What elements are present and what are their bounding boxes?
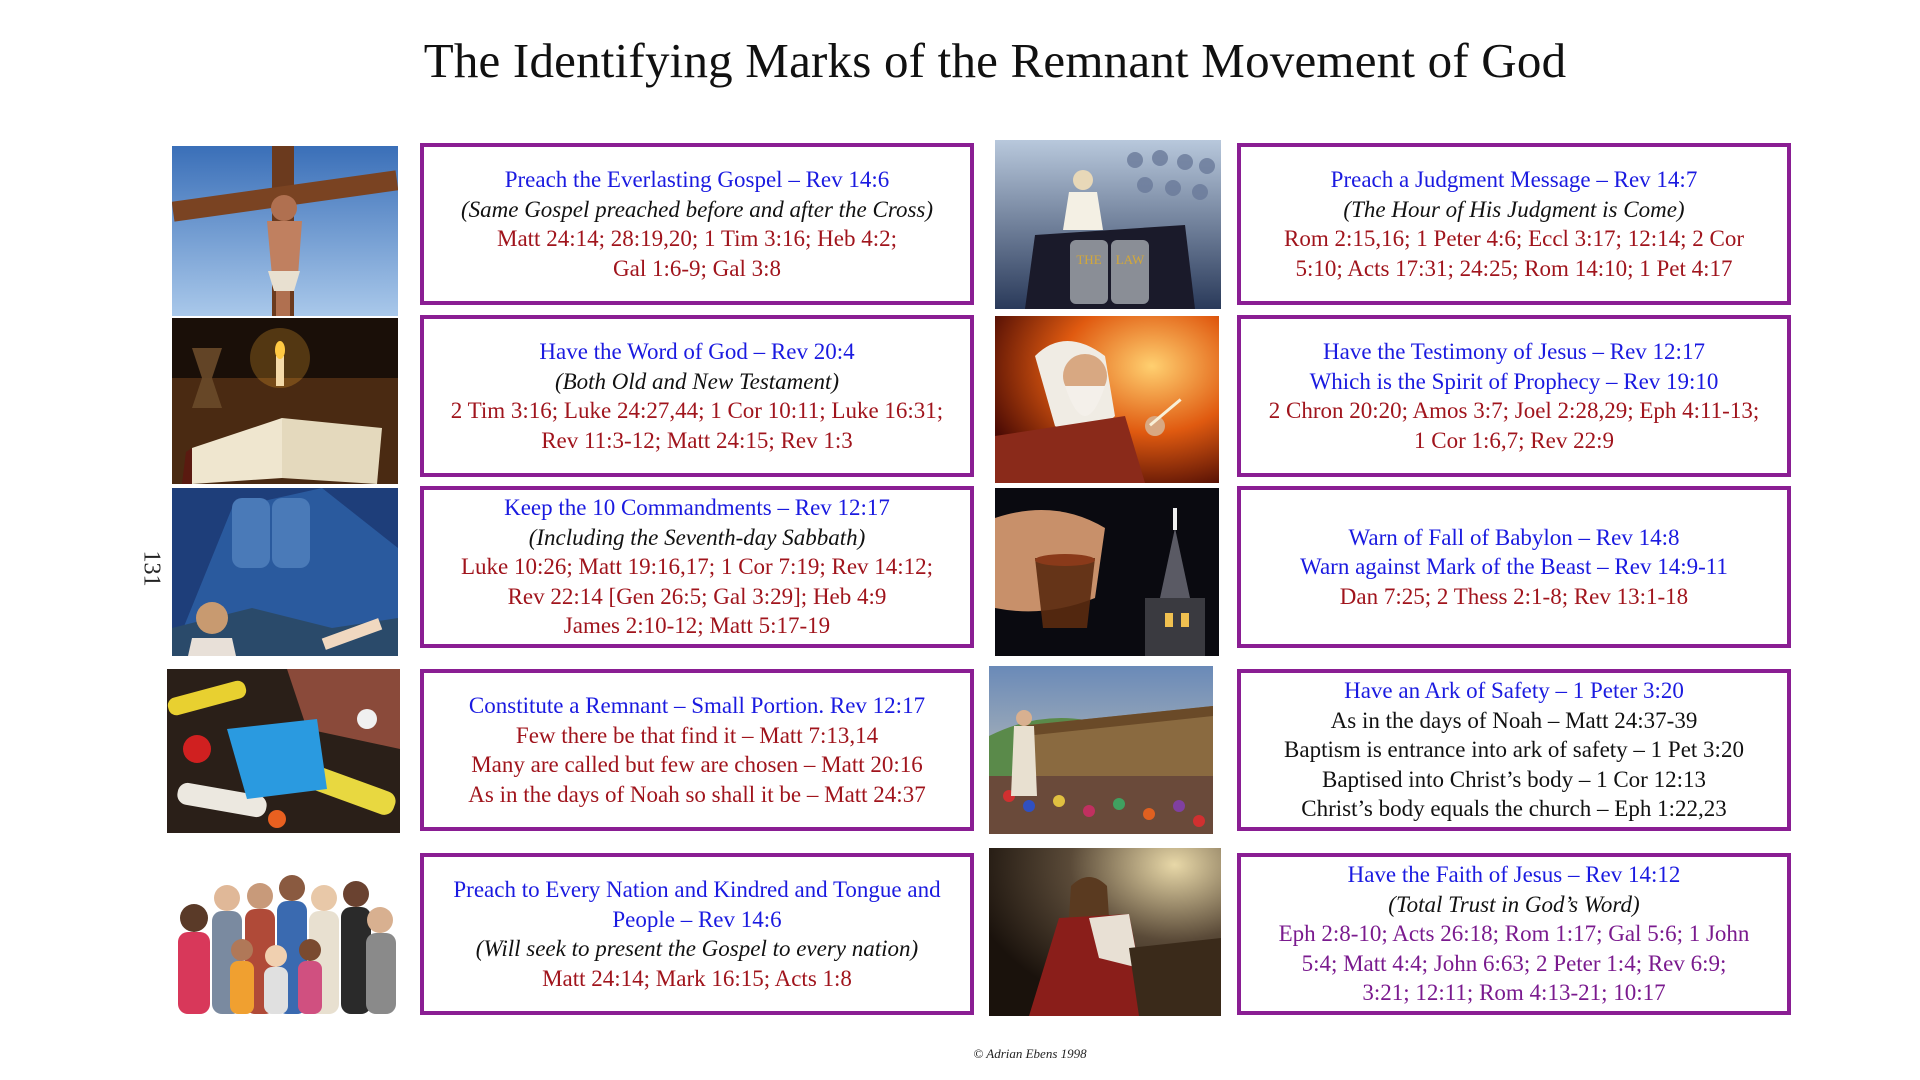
ark-line: Baptism is entrance into ark of safety – 1 Pet 3:20 — [1284, 737, 1744, 763]
faith-refs-line: Eph 2:8-10; Acts 26:18; Rom 1:17; Gal 5:6; 1 John — [1278, 921, 1750, 947]
word-heading: Have the Word of God – Rev 20:4 — [539, 339, 855, 364]
faith-box — [1237, 853, 1791, 1015]
remnant-line: Many are called but few are chosen – Matt 20:16 — [471, 752, 923, 777]
ark-heading: Have an Ark of Safety – 1 Peter 3:20 — [1344, 678, 1684, 704]
diverse-people-group-picture — [172, 858, 398, 1014]
commandments-subtitle: (Including the Seventh-day Sabbath) — [528, 524, 866, 550]
crucifixion-picture — [172, 146, 398, 316]
prophet-writing-picture — [995, 316, 1219, 483]
faith-refs-line: 5:4; Matt 4:4; John 6:63; 2 Peter 1:4; Rev 6:9; — [1301, 950, 1727, 976]
babylon-refs-line: Dan 7:25; 2 Thess 2:1-8; Rev 13:1-18 — [1339, 583, 1689, 609]
faith-heading: Have the Faith of Jesus – Rev 14:12 — [1347, 862, 1681, 888]
babylon-box — [1237, 486, 1791, 648]
word-refs-line: 2 Tim 3:16; Luke 24:27,44; 1 Cor 10:11; Luke 16:31; — [450, 398, 944, 423]
nations-heading: People – Rev 14:6 — [612, 906, 782, 932]
page-title: The Identifying Marks of the Remnant Movement of God — [423, 33, 1567, 88]
judgment-refs-line: Rom 2:15,16; 1 Peter 4:6; Eccl 3:17; 12:14; 2 Cor — [1284, 226, 1744, 251]
judgment-throne-law-picture — [995, 140, 1221, 309]
nations-heading: Preach to Every Nation and Kindred and Tongue and — [453, 877, 941, 902]
ark-line: Christ’s body equals the church – Eph 1:22,23 — [1301, 796, 1727, 822]
wine-cup-church-picture — [995, 488, 1219, 656]
gospel-subtitle: (Same Gospel preached before and after the Cross) — [460, 196, 934, 222]
word-refs-line: Rev 11:3-12; Matt 24:15; Rev 1:3 — [541, 427, 853, 453]
babylon-heading: Warn of Fall of Babylon – Rev 14:8 — [1348, 524, 1680, 550]
faith-subtitle: (Total Trust in God’s Word) — [1388, 891, 1640, 917]
testimony-heading: Have the Testimony of Jesus – Rev 12:17 — [1323, 339, 1705, 364]
testimony-refs-line: 2 Chron 20:20; Amos 3:7; Joel 2:28,29; Eph 4:11-13; — [1268, 398, 1760, 423]
gospel-heading: Preach the Everlasting Gospel – Rev 14:6 — [504, 167, 890, 192]
tablet-right-text: LAW — [1115, 252, 1145, 267]
ark-line: Baptised into Christ’s body – 1 Cor 12:13 — [1322, 766, 1706, 792]
judgment-subtitle: (The Hour of His Judgment is Come) — [1343, 196, 1685, 222]
open-bible-candle-picture — [172, 318, 398, 484]
remnant-line: As in the days of Noah so shall it be – Matt 24:37 — [468, 781, 926, 807]
testimony-heading: Which is the Spirit of Prophecy – Rev 19:10 — [1309, 368, 1719, 394]
jesus-praying-gethsemane-picture — [989, 848, 1221, 1016]
ark-box — [1237, 669, 1791, 831]
babylon-heading: Warn against Mark of the Beast – Rev 14:9-11 — [1300, 554, 1728, 580]
remnant-box — [420, 669, 974, 831]
judgment-heading: Preach a Judgment Message – Rev 14:7 — [1330, 167, 1698, 192]
faith-refs-line: 3:21; 12:11; Rom 4:13-21; 10:17 — [1362, 980, 1666, 1006]
gospel-refs-line: Matt 24:14; 28:19,20; 1 Tim 3:16; Heb 4:2; — [497, 226, 897, 251]
commandments-refs-line: Luke 10:26; Matt 19:16,17; 1 Cor 7:19; Rev 14:12; — [460, 554, 934, 580]
remnant-line: Few there be that find it – Matt 7:13,14 — [515, 722, 879, 748]
nations-refs-line: Matt 24:14; Mark 16:15; Acts 1:8 — [542, 965, 852, 991]
testimony-refs-line: 1 Cor 1:6,7; Rev 22:9 — [1414, 427, 1614, 453]
ten-commandments-jesus-picture — [172, 488, 398, 656]
ark-line: As in the days of Noah – Matt 24:37-39 — [1330, 707, 1698, 733]
remnant-heading: Constitute a Remnant – Small Portion. Rev 12:17 — [468, 693, 926, 718]
word-subtitle: (Both Old and New Testament) — [554, 368, 840, 394]
commandments-refs-line: Rev 22:14 [Gen 26:5; Gal 3:29]; Heb 4:9 — [507, 583, 887, 609]
commandments-heading: Keep the 10 Commandments – Rev 12:17 — [504, 495, 890, 521]
page-number: 131 — [138, 550, 165, 587]
testimony-box — [1237, 315, 1791, 477]
noahs-ark-picture — [989, 666, 1213, 834]
tablet-left-text: THE — [1076, 252, 1102, 267]
judgment-refs-line: 5:10; Acts 17:31; 24:25; Rom 14:10; 1 Pet 4:17 — [1295, 255, 1733, 281]
gospel-box — [420, 143, 974, 305]
nations-box — [420, 853, 974, 1015]
copyright-notice: © Adrian Ebens 1998 — [973, 1046, 1087, 1061]
commandments-box — [420, 486, 974, 648]
word-box — [420, 315, 974, 477]
commandments-refs-line: James 2:10-12; Matt 5:17-19 — [563, 613, 831, 639]
spilling-pills-picture — [167, 669, 400, 833]
judgment-box — [1237, 143, 1791, 305]
nations-subtitle: (Will seek to present the Gospel to every nation) — [475, 936, 919, 961]
gospel-refs-line: Gal 1:6-9; Gal 3:8 — [613, 255, 781, 281]
